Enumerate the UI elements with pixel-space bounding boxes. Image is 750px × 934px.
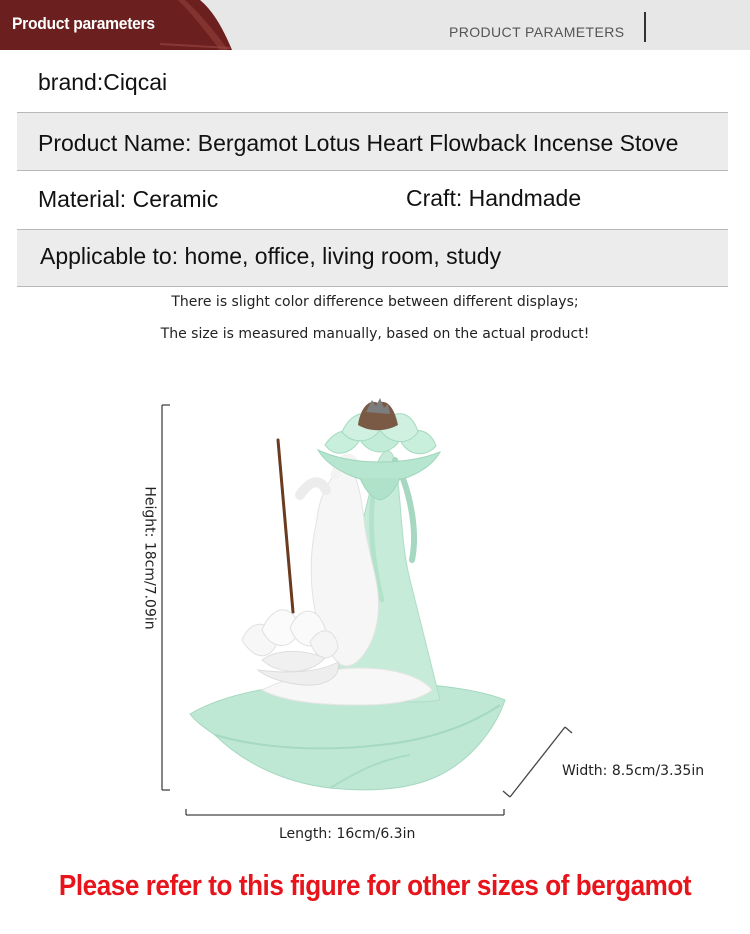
spec-row-applicable [17,230,728,287]
material-text: Material: Ceramic [38,186,219,212]
spec-row-brand [17,55,728,113]
incense-cone [358,398,398,430]
craft-text: Craft: Handmade [406,185,582,211]
brand-text: brand:Ciqcai [38,69,168,95]
spec-row-product-name [17,113,728,171]
header-divider [644,12,646,42]
length-dimension-line [186,809,504,815]
header-badge-label: Product parameters [12,14,155,33]
applicable-text: Applicable to: home, office, living room, study [40,243,502,269]
width-dimension-line [503,727,572,797]
width-label: Width: 8.5cm/3.35in [562,763,705,779]
product-name-text: Product Name: Bergamot Lotus Heart Flowback Incense Stove [38,130,679,156]
height-dimension-line [162,405,170,790]
incense-stick [278,440,293,612]
header-title: PRODUCT PARAMETERS [449,24,625,40]
note-manual-measurement: The size is measured manually, based on the actual product! [160,326,590,342]
header-bar [0,0,750,50]
product-illustration [0,350,750,870]
spec-row-material-craft [17,171,728,230]
note-color-difference: There is slight color difference between different displays; [171,294,579,310]
header-badge [0,0,232,50]
height-label: Height: 18cm/7.09in [141,486,158,630]
length-label: Length: 16cm/6.3in [279,826,416,842]
footer-notice: Please refer to this figure for other sizes of bergamot [58,870,692,902]
